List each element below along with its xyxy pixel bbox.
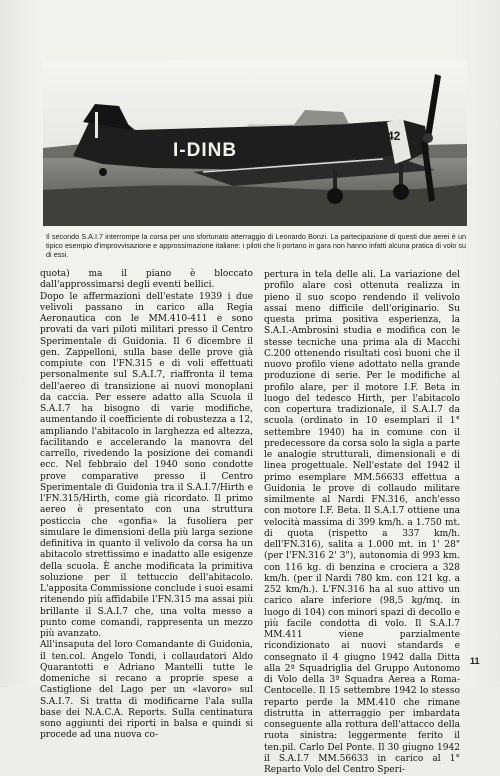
svg-text:I-DINB: I-DINB xyxy=(173,140,238,161)
photo-caption: Il secondo S.A.I.7 interrompe la corsa per uno sfortunato atterraggio di Leonardo Bonzi. La partecipazione di questi due aerei è un tipico esempio d'improvvisazione e approssimazione italiane: i piloti che li portano in gara non hanno infatti alcuna pratica di volo su di essi. xyxy=(46,232,466,260)
aircraft-photo xyxy=(43,60,467,226)
left-text-column xyxy=(40,269,253,742)
right-text-column xyxy=(264,270,460,776)
aircraft-photo-icon xyxy=(43,60,467,226)
svg-text:42: 42 xyxy=(387,129,401,143)
page-number: 11 xyxy=(470,656,480,666)
paragraph: Dopo le affermazioni dell'estate 1939 i due velivoli passano in carico alla Regia Aeronautica con le MM.410-411 e sono provati da vari piloti militari presso il Centro Sperimentale di Guidonia. Il 6 dicembre il gen. Zappelloni, sulla base delle prove già compiute con l'FN.315 e di voli effettuati personalmente sul S.A.I.7, riaffronta il tema dell'aereo di transizione ai nuovi monoplani da caccia. Per essere adatto alla Scuola il S.A.I.7 ha bisogno di varie modifiche, aumentando il coefficiente di robustezza a 12, ampliando l'abitacolo in larghezza ed altezza, facilitando e accelerando la manovra del carrello, rivedendo la posizione dei comandi ecc. Nel febbraio del 1940 sono condotte prove comparative presso il Centro Sperimentale di Guidonia tra il S.A.I.7/Hirth e l'FN.315/Hirth, come già ricordato. Il primo aereo è presentato con una struttura posticcia che «gonfia» la fusoliera per simulare le dimensioni della più larga sezione definitiva in quanto il velivolo da corsa ha un abitacolo strettissimo e inadatto alle esigenze della scuola. È anche modificata la primitiva soluzione per il tettuccio dell'abitacolo. L'apposita Commissione conclude i suoi esami ritenendo più affidabile l'FN.315 ma assai più brillante il S.A.I.7 che, una volta messo a punto come comandi, rappresenta un mezzo più avanzato. xyxy=(40,291,253,639)
paragraph: All'insaputa del loro Comandante di Guidonia, il ten.col. Angelo Tondi, i collaudatori Aldo Quarantotti e Adriano Mantelli tutte le domeniche si recano a proprie spese a Castiglione del Lago per un «lavoro» sul S.A.I.7. Si tratta di modificarne l'ala sulla base dei N.A.C.A. Reports. Sulla centinatura sono aggiunti dei riporti in balsa e quindi si procede ad una nuova co- xyxy=(40,640,253,741)
paragraph: quota) ma il piano è bloccato dall'approssimarsi degli eventi bellici. xyxy=(40,269,253,291)
paragraph: pertura in tela delle ali. La variazione del profilo alare così ottenuta realizza in pieno il suo scopo rendendo il velivolo assai meno difficile dell'originario. Su questa prima positiva esperienza, la S.A.I.-Ambrosini studia e modifica con le stesse tecniche una prima ala di Macchi C.200 ottenendo risultati così buoni che il nuovo profilo viene adottato nella grande produzione di serie. Per le modifiche al profilo alare, per il motore I.F. Beta in luogo del tedesco Hirth, per l'abitacolo con copertura tradizionale, il S.A.I.7 da scuola (ordinato in 10 esemplari il 1° settembre 1940) ha in comune con il predecessore da corsa solo la sigla a parte le analogie strutturali, dimensionali e di linea progettuale. Nell'estate del 1942 il primo esemplare MM.56633 effettua a Guidonia le prove di collaudo militare similmente al Nardi FN.316, anch'esso con motore I.F. Beta. Il S.A.I.7 ottiene una velocità massima di 399 km/h. a 1.750 mt. di quota (rispetto a 337 km/h. dell'FN.316), salita a 1.000 mt. in 1' 28" (per l'FN.316 2' 3"), autonomia di 993 km. con 116 kg. di benzina e crociera a 328 km/h. (per il Nardi 780 km. con 121 kg. a 252 km/h.). L'FN.316 ha al suo attivo un carico alare inferiore (98,5 kg/mq. in luogo di 104) con minori spazi di decollo e più facile condotta di volo. Il S.A.I.7 MM.411 viene parzialmente ricondizionato ai nuovi standards e consegnato il 4 giugno 1942 dalla Ditta alla 2ª Squadriglia del Gruppo Autonomo di Volo della 3ª Squadra Aerea a Roma-Centocelle. Il 15 settembre 1942 lo stesso reparto perde la MM.410 che rimane distrutta in atterraggio per imbardata conseguente alla rottura dell'attacco della ruota sinistra: leggermente ferito il ten.pil. Carlo Del Ponte. Il 30 giugno 1942 il S.A.I.7 MM.56633 in carico al 1° Reparto Volo del Centro Speri- xyxy=(264,270,460,775)
